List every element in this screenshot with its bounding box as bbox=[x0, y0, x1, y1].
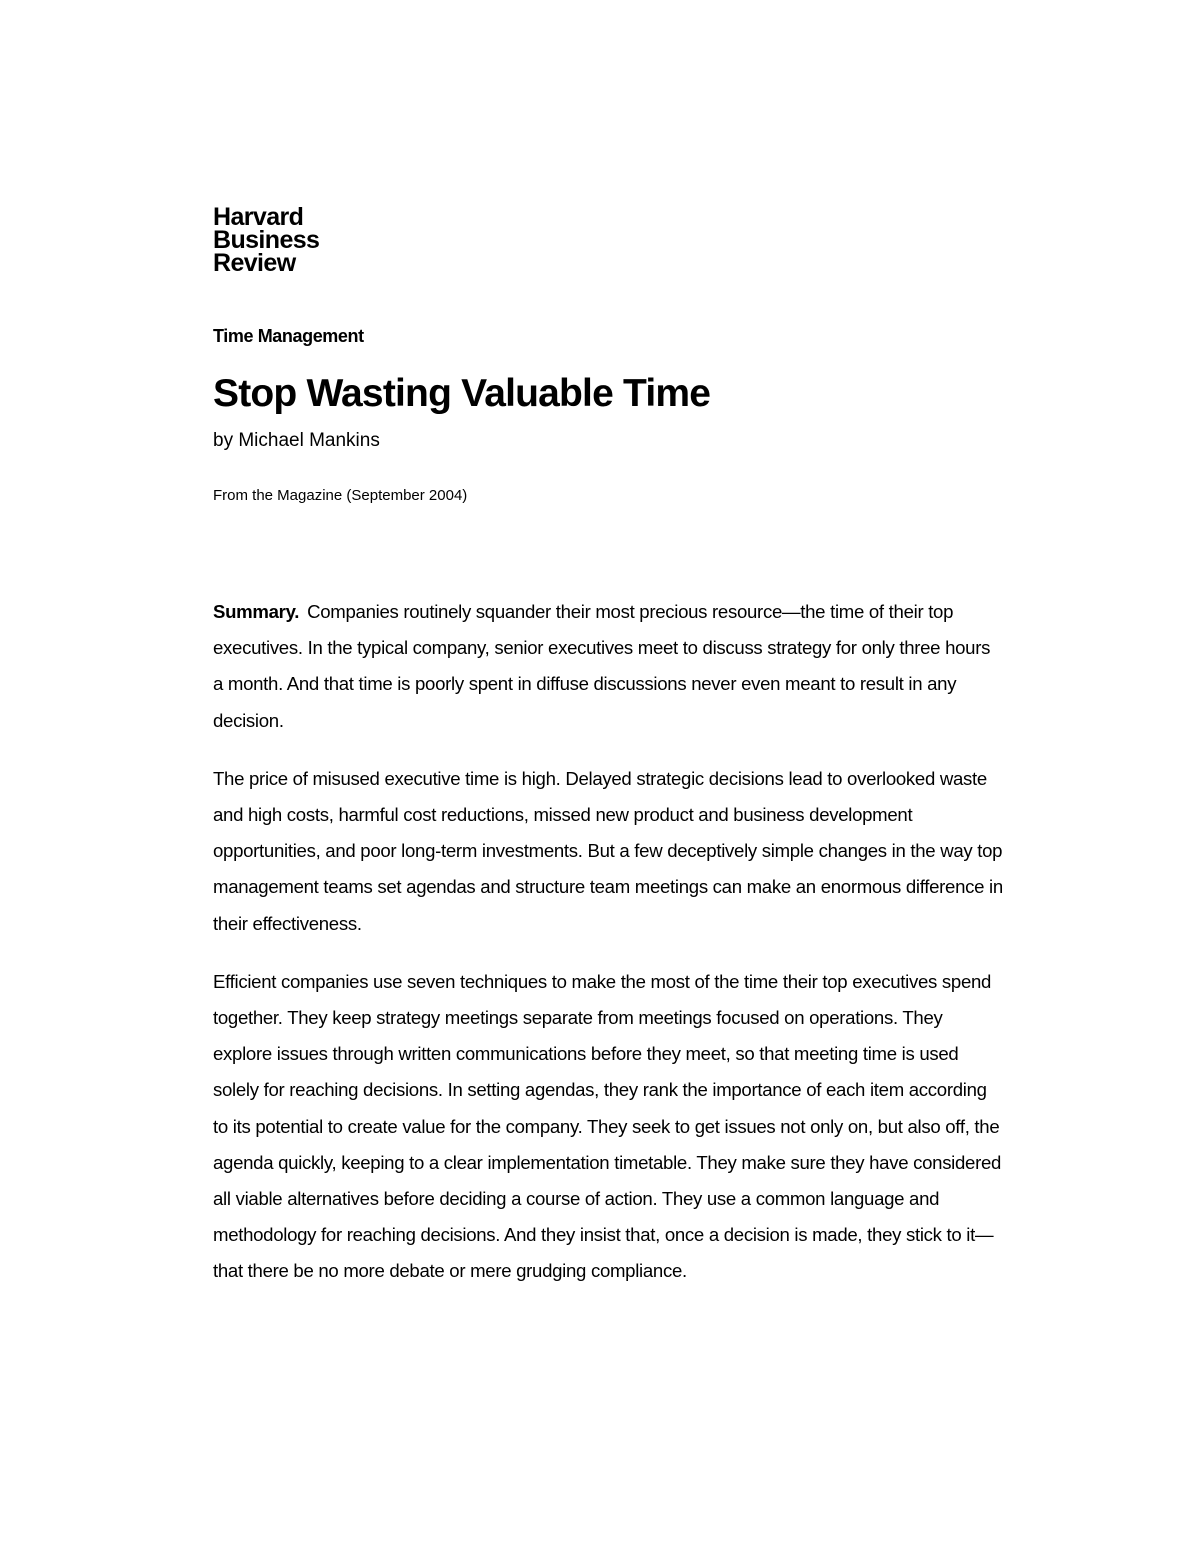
article-body bbox=[213, 594, 1003, 1312]
summary-paragraph bbox=[213, 594, 1003, 739]
article-title: Stop Wasting Valuable Time bbox=[213, 372, 711, 415]
summary-text: Companies routinely squander their most precious resource—the time of their top executives. In the typical company, senior executives meet to discuss strategy for only three hours a month. And that time is poorly spent in diffuse discussions never even meant to result in any decision. bbox=[213, 601, 991, 731]
logo-line-2: Business bbox=[213, 226, 320, 254]
body-paragraph-2: Efficient companies use seven techniques to make the most of the time their top executives spend together. They keep strategy meetings separate from meetings focused on operations. They explore issues through written communications before they meet, so that meeting time is used solely for reaching decisions. In setting agendas, they rank the importance of each item according to its potential to create value for the company. They seek to get issues not only on, but also off, the agenda quickly, keeping to a clear implementation timetable. They make sure they have considered all viable alternatives before deciding a course of action. They use a common language and methodology for reaching decisions. And they insist that, once a decision is made, they stick to it—that there be no more debate or mere grudging compliance. bbox=[213, 970, 1002, 1282]
article-byline: by Michael Mankins bbox=[213, 430, 380, 451]
logo-line-1: Harvard bbox=[213, 203, 304, 231]
publication-logo bbox=[213, 203, 413, 277]
logo-line-3: Review bbox=[213, 249, 296, 277]
body-paragraph-1: The price of misused executive time is high. Delayed strategic decisions lead to overlooked waste and high costs, harmful cost reductions, missed new product and business development opportunities, and poor long-term investments. But a few deceptively simple changes in the way top management teams set agendas and structure team meetings can make an enormous difference in their effectiveness. bbox=[213, 767, 1003, 934]
summary-label: Summary. bbox=[213, 601, 300, 622]
section-label: Time Management bbox=[213, 326, 364, 346]
article-source: From the Magazine (September 2004) bbox=[213, 487, 468, 504]
